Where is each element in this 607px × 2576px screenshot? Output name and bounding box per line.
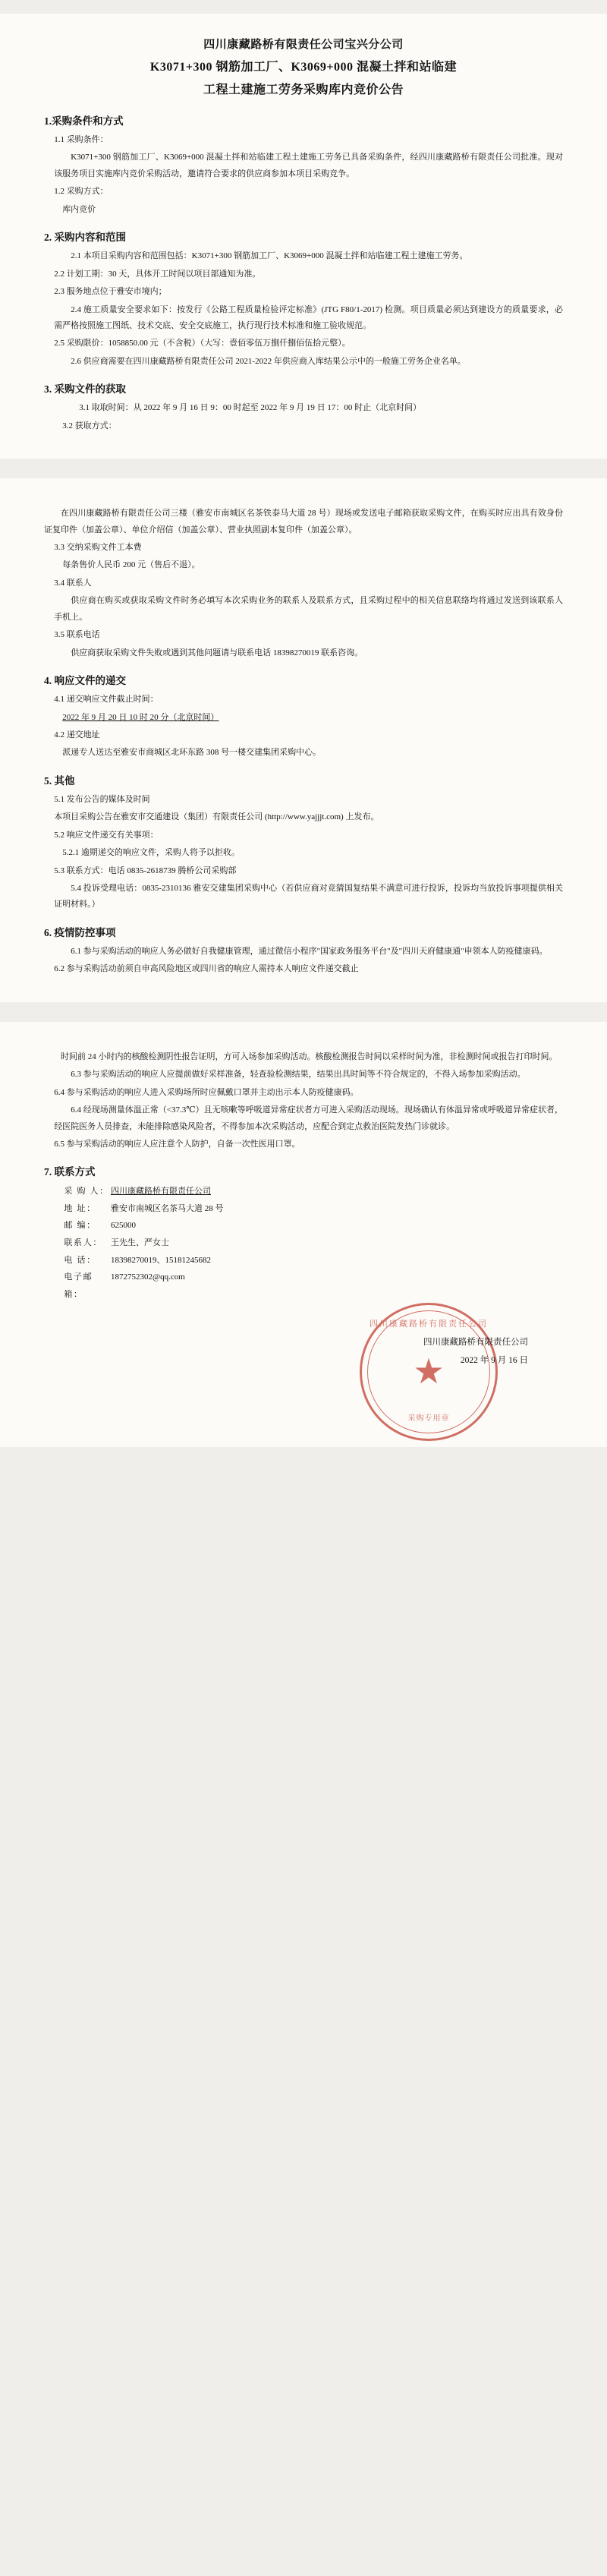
- contact-row-address: [64, 1200, 563, 1218]
- contact-table: [44, 1183, 563, 1303]
- page2-para-1: 在四川康藏路桥有限责任公司三楼（雅安市南城区名茶铁泰马大道 28 号）现场或发送电子邮箱获取采购文件，在购买时应出具有效身份证复印件（加盖公章）、单位介绍信（加盖公章）、营业执照副本复印件（加盖公章）。: [44, 509, 563, 534]
- page-1: [0, 14, 607, 459]
- contact-label-person: 联系人：: [64, 1238, 102, 1248]
- page-3: [0, 1022, 607, 1447]
- section-heading-1: 1.采购条件和方式: [44, 115, 124, 127]
- contact-row-buyer: [64, 1183, 563, 1200]
- page3-para-1: 时间前 24 小时内的核酸检测阴性报告证明，方可入场参加采购活动。核酸检测报告时间以采样时间为准，非检测时间或报告打印时间。: [61, 1052, 558, 1061]
- signature-block: [44, 1320, 563, 1424]
- page2-sub-33: 3.3 交纳采购文件工本费: [54, 543, 142, 552]
- section-5-para-3: 5.2 响应文件递交有关事项：: [54, 830, 159, 840]
- contact-value-address: 雅安市南城区名茶马大道 28 号: [110, 1203, 224, 1213]
- title-line-2: K3071+300 钢筋加工厂、K3069+000 混凝土拌和站临建: [149, 61, 458, 74]
- page3-para-3: 6.4 参与采购活动的响应人进入采购场所时应佩戴口罩并主动出示本人防疫健康码。: [54, 1087, 359, 1097]
- section-4-para-1: 4.1 递交响应文件截止时间：: [54, 695, 159, 705]
- section-heading-5: 5. 其他: [44, 774, 75, 787]
- page3-para-5: 6.5 参与采购活动的响应人应注意个人防护，自备一次性医用口罩。: [54, 1139, 300, 1149]
- contact-value-buyer: 四川康藏路桥有限责任公司: [110, 1187, 211, 1197]
- contact-row-phone: [64, 1252, 563, 1269]
- section-2-para-2: 2.2 计划工期：30 天，具体开工时间以项目部通知为准。: [54, 269, 261, 279]
- contact-label-address: 地 址：: [64, 1203, 96, 1213]
- section-6-para-2: 6.2 参与采购活动前须自申高风险地区或四川省的响应人需持本人响应文件递交截止: [54, 964, 359, 974]
- contact-label-email: 电子邮箱：: [64, 1272, 93, 1299]
- page2-contact-note: 供应商在购买或获取采购文件时务必填写本次采购业务的联系人及联系方式，且采购过程中的相关信息联络均将通过发送到该联系人手机上。: [54, 596, 563, 622]
- section-3-para-2: 3.2 获取方式：: [62, 421, 117, 430]
- document-title: [44, 33, 563, 102]
- section-1-sub-2: 1.2 采购方式：: [54, 187, 109, 197]
- section-heading-7: 7. 联系方式: [44, 1166, 96, 1178]
- section-2-para-3: 2.3 服务地点位于雅安市境内；: [54, 287, 167, 297]
- section-4-deadline: 2022 年 9 月 20 日 10 时 20 分（北京时间）: [62, 712, 219, 722]
- section-3-para-1: 3.1 取取时间：从 2022 年 9 月 16 日 9：00 时起至 2022 年 9 月 19 日 17：00 时止（北京时间）: [79, 403, 422, 413]
- title-line-1: 四川康藏路桥有限责任公司宝兴分公司: [203, 39, 404, 51]
- section-2-para-1: 2.1 本项目采购内容和范围包括：K3071+300 钢筋加工厂、K3069+000 混凝土拌和站临建工程土建施工劳务。: [71, 251, 468, 261]
- signature-company: 四川康藏路桥有限责任公司: [423, 1338, 528, 1348]
- section-5-para-4: 5.2.1 逾期递交的响应文件，采购人将予以拒收。: [62, 848, 240, 858]
- page2-phone-note: 供应商获取采购文件失败或遇到其他问题请与联系电话 18398270019 联系咨询。: [71, 648, 363, 657]
- seal-top-text: 四川康藏路桥有限责任公司: [370, 1320, 488, 1329]
- contact-value-person: 王先生、严女士: [110, 1238, 169, 1248]
- section-6-para-1: 6.1 参与采购活动的响应人务必做好自我健康管理，通过微信小程序"国家政务服务平台"及"四川天府健康通"申领本人防疫健康码。: [71, 946, 548, 956]
- section-1-para-1: K3071+300 钢筋加工厂、K3069+000 混凝土拌和站临建工程土建施工劳务已具备采购条件，经四川康藏路桥有限责任公司批准。现对该服务项目实施库内竞价采购活动，邀请符合要求的供应商参加本项目采购竞争。: [54, 153, 563, 178]
- page2-sub-35: 3.5 联系电话: [54, 630, 100, 640]
- seal-star-icon: ★: [413, 1352, 445, 1392]
- page2-fee: 每条售价人民币 200 元（售后不退）。: [62, 560, 200, 570]
- contact-value-postcode: 625000: [110, 1221, 136, 1231]
- section-5-para-2: 本项目采购公告在雅安市交通建设（集团）有限责任公司 (http://www.yajjjt.com) 上发布。: [54, 812, 379, 822]
- title-line-3: 工程土建施工劳务采购库内竞价公告: [203, 84, 404, 96]
- contact-row-email: [64, 1269, 563, 1303]
- seal-bottom-text: 采购专用章: [407, 1414, 450, 1424]
- section-heading-3: 3. 采购文件的获取: [44, 383, 126, 396]
- page3-para-2: 6.3 参与采购活动的响应人应提前做好采样准备，轻查验检测结果，结果出具时间等不符合规定的，不得入场参加采购活动。: [71, 1070, 526, 1080]
- contact-value-phone: 18398270019、15181245682: [110, 1255, 211, 1265]
- contact-value-email: 1872752302@qq.com: [110, 1272, 185, 1282]
- section-5-para-6: 5.4 投诉受理电话：0835-2310136 雅安交建集团采购中心（若供应商对竞猜国复结果不满意可进行投诉，投诉均当放投诉事项提供相关证明材料。）: [54, 884, 563, 910]
- page-2: [0, 478, 607, 1002]
- section-5-para-1: 5.1 发布公告的媒体及时间: [54, 794, 150, 804]
- section-2-para-6: 2.6 供应商需要在四川康藏路桥有限责任公司 2021-2022 年供应商入库结果公示中的一般施工劳务企业名单。: [71, 356, 466, 366]
- contact-row-person: [64, 1234, 563, 1252]
- page3-para-4: 6.4 经现场测量体温正常（<37.3℃）且无咳嗽等呼吸道异常症状者方可进入采购活动现场。现场确认有体温异常或呼吸道异常症状者，经医院医务人员排查，未能排除感染风险者，不得参加本次采购活动，应配合到定点救治医院发热门诊就诊。: [54, 1105, 563, 1131]
- contact-label-buyer: 采 购 人：: [64, 1187, 109, 1197]
- section-5-para-5: 5.3 联系方式：电话 0835-2618739 腾桥公司采购部: [54, 865, 237, 875]
- contact-label-postcode: 邮 编：: [64, 1221, 96, 1231]
- section-heading-6: 6. 疫情防控事项: [44, 926, 116, 938]
- section-4-para-3: 4.2 递交地址: [54, 730, 100, 739]
- document-root: [0, 14, 607, 1447]
- section-2-para-4: 2.4 施工质量安全要求如下：按发行《公路工程质量检验评定标准》(JTG F80/1-2017) 检测。项目质量必须达到建设方的质量要求，必需严格按照施工图纸、技术交底、安全交底施工，执行现行技术标准和施工验收规范。: [54, 304, 563, 330]
- signature-date: 2022 年 9 月 16 日: [460, 1356, 528, 1366]
- contact-label-phone: 电 话：: [64, 1255, 96, 1265]
- contact-row-postcode: [64, 1217, 563, 1234]
- company-seal-stamp: [360, 1303, 498, 1441]
- section-2-para-5: 2.5 采购限价：1058850.00 元（不含税）（大写：壹佰零伍万捌仟捌佰伍拾元整）。: [54, 339, 351, 348]
- section-1-sub-1: 1.1 采购条件：: [54, 135, 109, 144]
- page2-sub-34: 3.4 联系人: [54, 578, 92, 588]
- section-heading-4: 4. 响应文件的递交: [44, 675, 126, 687]
- section-4-para-4: 派递专人送达至雅安市商城区北环东路 308 号一楼交建集团采购中心。: [62, 748, 322, 758]
- section-heading-2: 2. 采购内容和范围: [44, 232, 126, 244]
- section-1-para-2: 库内竞价: [62, 204, 96, 214]
